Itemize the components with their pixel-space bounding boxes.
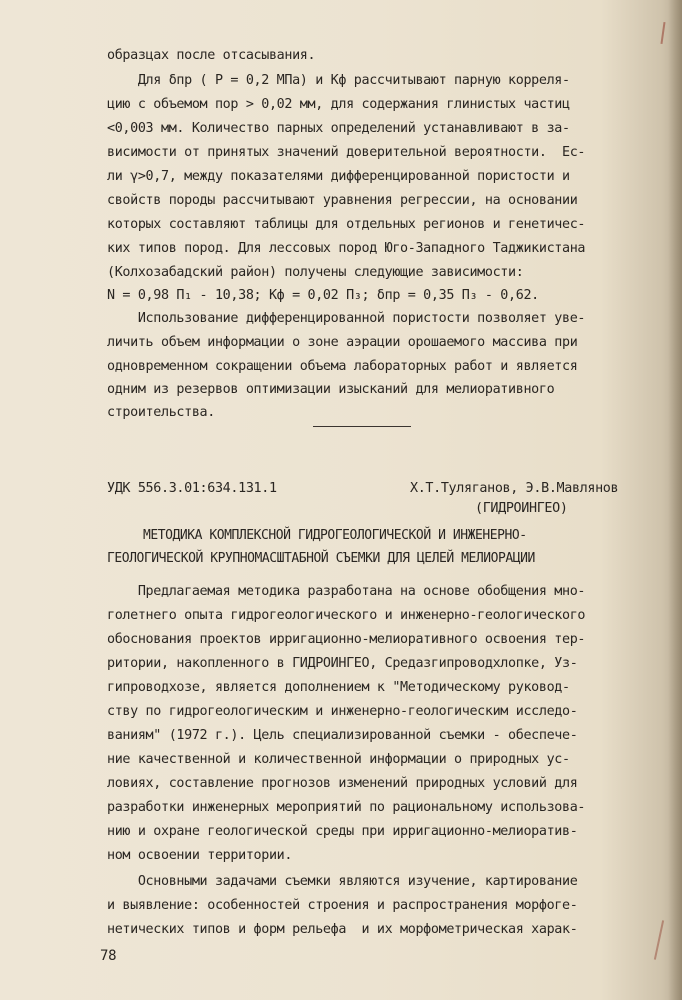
text-line: личить объем информации о зоне аэрации орошаемого массива при bbox=[107, 335, 578, 350]
text-line: ном освоении территории. bbox=[107, 848, 293, 863]
text-line: голетнего опыта гидрогеологического и инженерно-геологического bbox=[107, 608, 586, 623]
text-line: образцах после отсасывания. bbox=[107, 48, 316, 63]
text-line: нетических типов и форм рельефа и их морфометрическая харак- bbox=[107, 922, 578, 937]
text-line: ли γ>0,7, между показателями дифференцированной пористости и bbox=[107, 169, 570, 184]
page-number: 78 bbox=[100, 948, 117, 964]
text-line: Для δпр ( Р = 0,2 МПа) и Кф рассчитывают парную корреля- bbox=[107, 73, 570, 88]
organization: (ГИДРОИНГЕО) bbox=[475, 501, 568, 516]
text-line: ритории, накопленного в ГИДРОИНГЕО, Средазгипроводхлопке, Уз- bbox=[107, 656, 578, 671]
text-line: (Колхозабадский район) получены следующие зависимости: bbox=[107, 265, 524, 280]
text-line: нию и охране геологической среды при ирригационно-мелиоратив- bbox=[107, 824, 578, 839]
formula-line: N = 0,98 П₁ - 10,38; Кф = 0,02 П₃; δпр = 0,35 П₃ - 0,62. bbox=[107, 288, 539, 303]
text-line: которых составляют таблицы для отдельных регионов и генетичес- bbox=[107, 217, 586, 232]
section-divider bbox=[313, 426, 411, 427]
text-line: ние качественной и количественной информации о природных ус- bbox=[107, 752, 570, 767]
title-line: ГЕОЛОГИЧЕСКОЙ КРУПНОМАСШТАБНОЙ СЪЕМКИ ДЛЯ ЦЕЛЕЙ МЕЛИОРАЦИИ bbox=[107, 551, 535, 566]
text-line: одновременном сокращении объема лабораторных работ и является bbox=[107, 359, 578, 374]
authors: Х.Т.Туляганов, Э.В.Мавлянов bbox=[410, 481, 619, 496]
text-line: обоснования проектов ирригационно-мелиоративного освоения тер- bbox=[107, 632, 586, 647]
text-line: ловиях, составление прогнозов изменений природных условий для bbox=[107, 776, 578, 791]
text-line: висимости от принятых значений доверительной вероятности. Ес- bbox=[107, 145, 586, 160]
text-line: цию с объемом пор > 0,02 мм, для содержания глинистых частиц bbox=[107, 97, 570, 112]
text-line: свойств породы рассчитывают уравнения регрессии, на основании bbox=[107, 193, 578, 208]
text-line: <0,003 мм. Количество парных определений устанавливают в за- bbox=[107, 121, 570, 136]
text-line: Предлагаемая методика разработана на основе обобщения мно- bbox=[107, 584, 586, 599]
text-line: гипроводхозе, является дополнением к "Методическому руковод- bbox=[107, 680, 570, 695]
title-line: МЕТОДИКА КОМПЛЕКСНОЙ ГИДРОГЕОЛОГИЧЕСКОЙ И ИНЖЕНЕРНО- bbox=[143, 528, 527, 543]
text-line: одним из резервов оптимизации изысканий для мелиоративного bbox=[107, 382, 555, 397]
text-line: Основными задачами съемки являются изучение, картирование bbox=[107, 874, 578, 889]
text-line: ких типов пород. Для лессовых пород Юго-Западного Таджикистана bbox=[107, 241, 586, 256]
text-line: строительства. bbox=[107, 405, 215, 420]
text-line: Использование дифференцированной пористости позволяет уве- bbox=[107, 311, 586, 326]
text-line: ству по гидрогеологическим и инженерно-геологическим исследо- bbox=[107, 704, 578, 719]
udk-code: УДК 556.3.01:634.131.1 bbox=[107, 481, 277, 496]
pen-mark bbox=[660, 22, 665, 44]
text-line: ваниям" (1972 г.). Цель специализированной съемки - обеспече- bbox=[107, 728, 578, 743]
text-line: и выявление: особенностей строения и распространения морфоге- bbox=[107, 898, 578, 913]
text-line: разработки инженерных мероприятий по рациональному использова- bbox=[107, 800, 586, 815]
